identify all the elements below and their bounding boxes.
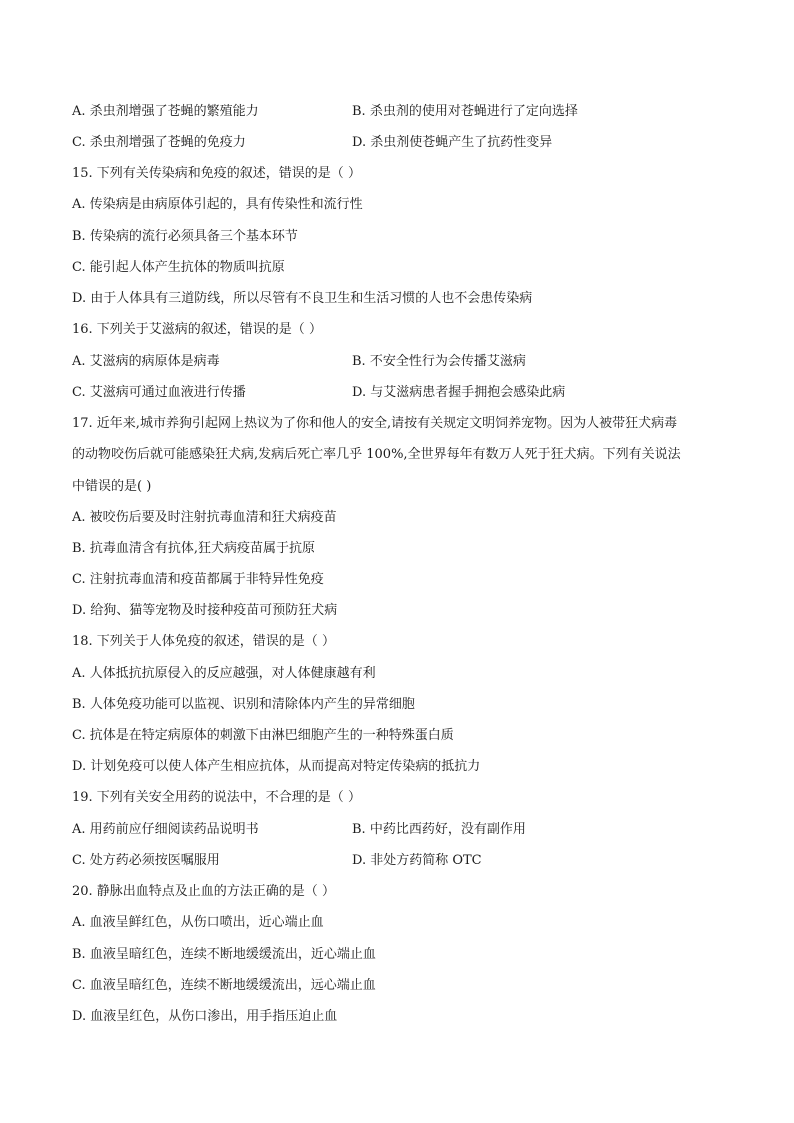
q15-option-d: D. 由于人体具有三道防线，所以尽管有不良卫生和生活习惯的人也不会患传染病 <box>72 291 533 306</box>
q19-option-a: A. 用药前应仔细阅读药品说明书 <box>72 822 259 837</box>
q15-stem: 15. 下列有关传染病和免疫的叙述，错误的是（ ） <box>72 166 361 181</box>
q15-option-c: C. 能引起人体产生抗体的物质叫抗原 <box>72 260 285 275</box>
q18-option-c: C. 抗体是在特定病原体的刺激下由淋巴细胞产生的一种特殊蛋白质 <box>72 728 454 743</box>
q20-option-b: B. 血液呈暗红色，连续不断地缓缓流出，近心端止血 <box>72 947 376 962</box>
q17-option-d: D. 给狗、猫等宠物及时接种疫苗可预防狂犬病 <box>72 603 338 618</box>
q16-stem: 16. 下列关于艾滋病的叙述，错误的是（ ） <box>72 322 322 337</box>
q20-option-c: C. 血液呈暗红色，连续不断地缓缓流出，远心端止血 <box>72 978 376 993</box>
q15-option-a: A. 传染病是由病原体引起的，具有传染性和流行性 <box>72 197 363 212</box>
q20-stem: 20. 静脉出血特点及止血的方法正确的是（ ） <box>72 884 335 899</box>
q19-option-b: B. 中药比西药好，没有副作用 <box>352 822 526 837</box>
q15-option-b: B. 传染病的流行必须具备三个基本环节 <box>72 229 298 244</box>
q17-stem-line-3: 中错误的是( ) <box>72 479 152 494</box>
q16-option-c: C. 艾滋病可通过血液进行传播 <box>72 385 246 400</box>
q18-option-b: B. 人体免疫功能可以监视、识别和清除体内产生的异常细胞 <box>72 697 415 712</box>
q17-stem-line-1: 17. 近年来,城市养狗引起网上热议为了你和他人的安全,请按有关规定文明饲养宠物。因为人被带狂犬病毒 <box>72 416 678 431</box>
q17-option-c: C. 注射抗毒血清和疫苗都属于非特异性免疫 <box>72 572 324 587</box>
q16-option-d: D. 与艾滋病患者握手拥抱会感染此病 <box>352 385 566 400</box>
q14-option-d: D. 杀虫剂使苍蝇产生了抗药性变异 <box>352 135 553 150</box>
q16-option-a: A. 艾滋病的病原体是病毒 <box>72 354 220 369</box>
q20-option-a: A. 血液呈鲜红色，从伤口喷出，近心端止血 <box>72 915 324 930</box>
q19-stem: 19. 下列有关安全用药的说法中，不合理的是（ ） <box>72 790 361 805</box>
q17-option-a: A. 被咬伤后要及时注射抗毒血清和狂犬病疫苗 <box>72 510 337 525</box>
q18-option-a: A. 人体抵抗抗原侵入的反应越强，对人体健康越有利 <box>72 666 376 681</box>
q14-option-c: C. 杀虫剂增强了苍蝇的免疫力 <box>72 135 246 150</box>
q14-option-a: A. 杀虫剂增强了苍蝇的繁殖能力 <box>72 104 259 119</box>
q19-option-d: D. 非处方药简称 OTC <box>352 853 482 868</box>
q17-stem-line-2: 的动物咬伤后就可能感染狂犬病,发病后死亡率几乎 100%,全世界每年有数万人死于狂犬病。下列有关说法 <box>72 447 681 462</box>
q19-option-c: C. 处方药必须按医嘱服用 <box>72 853 220 868</box>
q20-option-d: D. 血液呈红色，从伤口渗出，用手指压迫止血 <box>72 1009 338 1024</box>
q16-option-b: B. 不安全性行为会传播艾滋病 <box>352 354 526 369</box>
q14-option-b: B. 杀虫剂的使用对苍蝇进行了定向选择 <box>352 104 578 119</box>
q18-stem: 18. 下列关于人体免疫的叙述，错误的是（ ） <box>72 634 335 649</box>
q18-option-d: D. 计划免疫可以使人体产生相应抗体，从而提高对特定传染病的抵抗力 <box>72 759 481 774</box>
q17-option-b: B. 抗毒血清含有抗体,狂犬病疫苗属于抗原 <box>72 541 315 556</box>
